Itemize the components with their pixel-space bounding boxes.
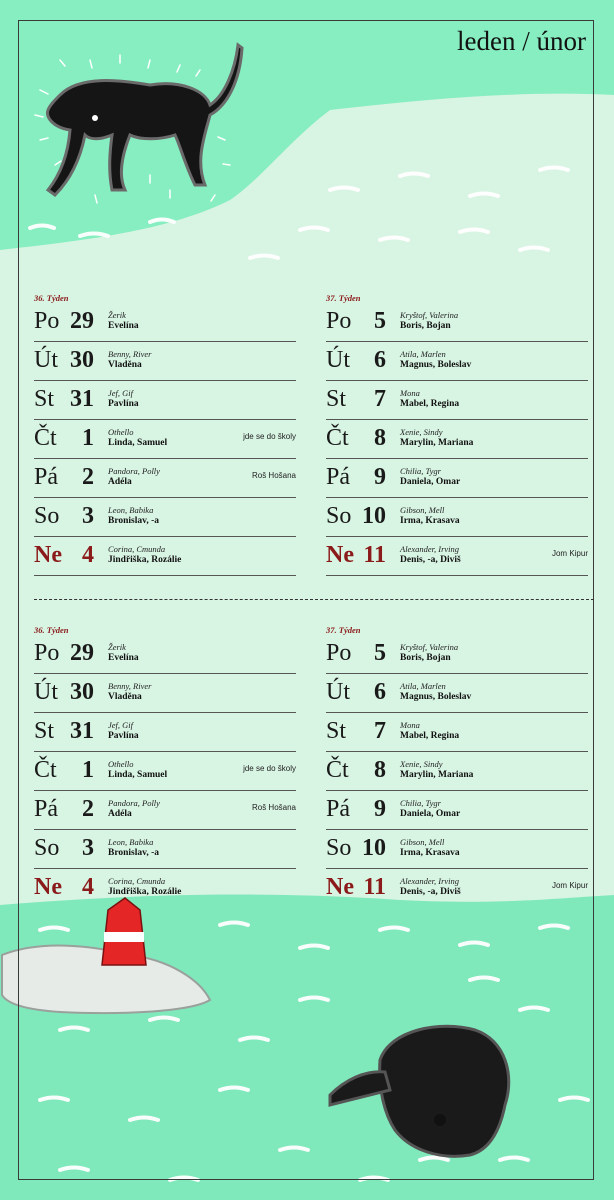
day-name: Ne (34, 874, 62, 900)
day-name: Po (326, 308, 352, 334)
name-day-names: Marylin, Mariana (400, 770, 474, 780)
day-note: jde se do školy (243, 432, 296, 441)
saint-names: Mona (400, 720, 420, 730)
day-number: 5 (374, 308, 386, 334)
day-number: 5 (374, 640, 386, 666)
saint-names: Chilia, Tygr (400, 798, 441, 808)
day-row (326, 459, 588, 498)
day-note: Roš Hošana (251, 803, 296, 812)
day-name: Út (34, 347, 58, 373)
day-number: 7 (374, 718, 386, 744)
saint-names: Kryštof, Valerina (400, 310, 459, 320)
day-row (326, 791, 588, 830)
saint-names: Gibson, Mell (400, 837, 445, 847)
day-number: 8 (374, 425, 386, 451)
week-label: 37. Týden (326, 293, 361, 303)
week-label: 36. Týden (34, 293, 69, 303)
name-day-names: Jindřiška, Rozálie (108, 555, 182, 565)
day-name: Čt (326, 425, 349, 451)
saint-names: Leon, Babika (108, 837, 154, 847)
day-row (34, 635, 296, 674)
name-day-names: Irma, Krasava (400, 516, 460, 526)
name-day-names: Magnus, Boleslav (400, 360, 472, 370)
saint-names: Žerik (108, 310, 126, 320)
saint-names: Chilia, Tygr (400, 466, 441, 476)
saint-names: Othello (108, 427, 134, 437)
day-row (34, 303, 296, 342)
day-row (34, 830, 296, 869)
name-day-names: Linda, Samuel (108, 438, 168, 448)
name-day-names: Boris, Bojan (400, 653, 451, 663)
day-note: Roš Hošana (251, 471, 296, 480)
day-name: Ne (326, 874, 354, 900)
name-day-names: Denis, -a, Diviš (400, 887, 461, 897)
saint-names: Xenie, Sindy (400, 759, 443, 769)
day-number: 1 (82, 425, 94, 451)
day-number: 31 (70, 386, 94, 412)
name-day-names: Evelína (108, 653, 139, 663)
name-day-names: Mabel, Regina (400, 399, 460, 409)
saint-names: Pandora, Polly (108, 466, 160, 476)
week-column-left (34, 625, 296, 907)
day-name: St (326, 718, 347, 744)
day-row (326, 752, 588, 791)
saint-names: Alexander, Irving (400, 544, 460, 554)
day-row (326, 381, 588, 420)
day-number: 2 (82, 464, 94, 490)
day-name: Pá (326, 796, 350, 822)
name-day-names: Irma, Krasava (400, 848, 460, 858)
saint-names: Atila, Marlen (400, 349, 446, 359)
saint-names: Mona (400, 388, 420, 398)
day-name: Pá (34, 464, 58, 490)
name-day-names: Linda, Samuel (108, 770, 168, 780)
day-name: Út (326, 679, 350, 705)
day-number: 8 (374, 757, 386, 783)
day-name: St (34, 386, 55, 412)
day-number: 3 (82, 503, 94, 529)
day-note: Jom Kipur (551, 549, 588, 558)
name-day-names: Evelína (108, 321, 139, 331)
day-number: 10 (362, 835, 386, 861)
day-row (326, 420, 588, 459)
day-row-sunday (326, 869, 588, 907)
day-name: Čt (326, 757, 349, 783)
day-number: 2 (82, 796, 94, 822)
day-name: Út (34, 679, 58, 705)
day-row (34, 459, 296, 498)
day-row (34, 713, 296, 752)
name-day-names: Mabel, Regina (400, 731, 460, 741)
day-number: 29 (70, 640, 94, 666)
saint-names: Gibson, Mell (400, 505, 445, 515)
name-day-names: Pavlína (108, 399, 139, 409)
day-row-sunday (34, 537, 296, 576)
day-row (34, 342, 296, 381)
saint-names: Corina, Cmunda (108, 544, 166, 554)
day-row (34, 752, 296, 791)
day-number: 1 (82, 757, 94, 783)
week-label: 36. Týden (34, 625, 69, 635)
calendar-frame (18, 20, 594, 1180)
name-day-names: Magnus, Boleslav (400, 692, 472, 702)
day-number: 10 (362, 503, 386, 529)
name-day-names: Vladěna (108, 692, 142, 702)
name-day-names: Pavlína (108, 731, 139, 741)
day-row (34, 498, 296, 537)
day-number: 31 (70, 718, 94, 744)
saint-names: Atila, Marlen (400, 681, 446, 691)
day-name: Pá (34, 796, 58, 822)
name-day-names: Daniela, Omar (400, 809, 461, 819)
day-number: 4 (82, 874, 94, 900)
day-number: 30 (70, 347, 94, 373)
day-name: Ne (326, 542, 354, 568)
name-day-names: Marylin, Mariana (400, 438, 474, 448)
day-number: 6 (374, 679, 386, 705)
day-row (326, 498, 588, 537)
day-row-sunday (34, 869, 296, 907)
day-number: 7 (374, 386, 386, 412)
week-column-right (326, 293, 588, 576)
day-row (326, 635, 588, 674)
day-row (326, 674, 588, 713)
saint-names: Jef, Gif (108, 720, 134, 730)
day-row (34, 381, 296, 420)
day-name: Po (34, 640, 60, 666)
saint-names: Žerik (108, 642, 126, 652)
name-day-names: Jindřiška, Rozálie (108, 887, 182, 897)
saint-names: Pandora, Polly (108, 798, 160, 808)
name-day-names: Adéla (108, 809, 132, 819)
cut-line-divider (34, 599, 594, 600)
day-name: So (34, 835, 60, 861)
day-name: St (326, 386, 347, 412)
name-day-names: Daniela, Omar (400, 477, 461, 487)
day-name: Út (326, 347, 350, 373)
day-number: 11 (363, 874, 386, 900)
day-name: St (34, 718, 55, 744)
name-day-names: Bronislav, -a (108, 848, 160, 858)
day-row (326, 830, 588, 869)
saint-names: Kryštof, Valerina (400, 642, 459, 652)
day-row (326, 303, 588, 342)
day-name: Po (326, 640, 352, 666)
week-column-right (326, 625, 588, 907)
saint-names: Othello (108, 759, 134, 769)
day-row (34, 791, 296, 830)
day-number: 4 (82, 542, 94, 568)
day-name: Čt (34, 425, 57, 451)
day-number: 29 (70, 308, 94, 334)
day-name: Čt (34, 757, 57, 783)
day-name: Pá (326, 464, 350, 490)
day-row-sunday (326, 537, 588, 576)
week-label: 37. Týden (326, 625, 361, 635)
day-number: 9 (374, 464, 386, 490)
name-day-names: Bronislav, -a (108, 516, 160, 526)
name-day-names: Adéla (108, 477, 132, 487)
day-name: So (326, 835, 352, 861)
day-row (326, 713, 588, 752)
saint-names: Benny, River (108, 681, 152, 691)
week-column-left (34, 293, 296, 576)
day-note: Jom Kipur (551, 881, 588, 890)
day-row (34, 674, 296, 713)
day-number: 9 (374, 796, 386, 822)
saint-names: Xenie, Sindy (400, 427, 443, 437)
day-row (34, 420, 296, 459)
saint-names: Corina, Cmunda (108, 876, 166, 886)
saint-names: Jef, Gif (108, 388, 134, 398)
day-number: 11 (363, 542, 386, 568)
month-title: leden / únor (457, 26, 586, 56)
day-note: jde se do školy (243, 764, 296, 773)
name-day-names: Vladěna (108, 360, 142, 370)
day-number: 30 (70, 679, 94, 705)
day-name: So (326, 503, 352, 529)
name-day-names: Denis, -a, Diviš (400, 555, 461, 565)
saint-names: Benny, River (108, 349, 152, 359)
day-number: 6 (374, 347, 386, 373)
saint-names: Leon, Babika (108, 505, 154, 515)
day-name: Ne (34, 542, 62, 568)
day-row (326, 342, 588, 381)
name-day-names: Boris, Bojan (400, 321, 451, 331)
day-number: 3 (82, 835, 94, 861)
saint-names: Alexander, Irving (400, 876, 460, 886)
day-name: Po (34, 308, 60, 334)
day-name: So (34, 503, 60, 529)
